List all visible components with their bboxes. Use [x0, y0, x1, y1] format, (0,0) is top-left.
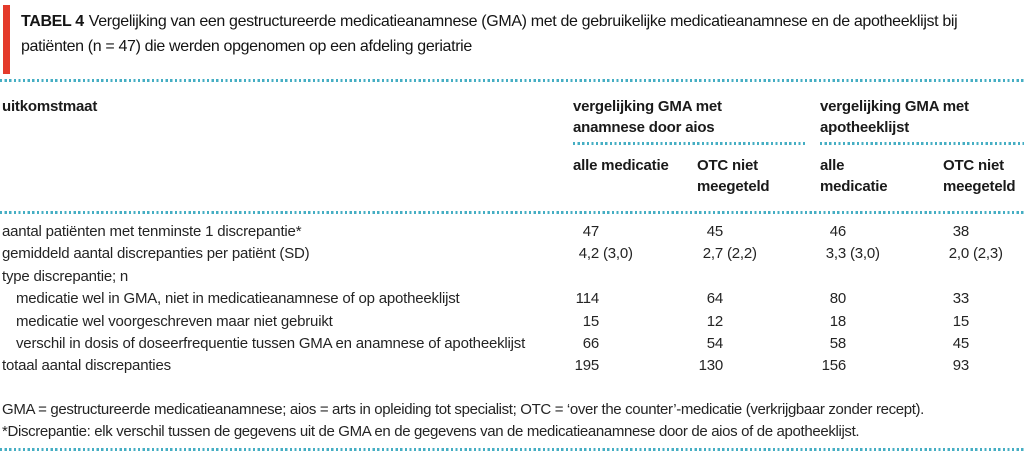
footnote-abbreviations: GMA = gestructureerde medicatieanamnese; aios = arts in opleiding tot specialist; OTC = ‘over the counter’-medicatie (verkrijgbaar zonder recept).	[2, 401, 925, 418]
value-cell	[697, 266, 820, 288]
value-number: 38	[952, 223, 969, 240]
dotted-divider-header	[0, 211, 1024, 214]
value-number: 47	[582, 223, 599, 240]
value-cell	[943, 333, 1024, 355]
value-number: 18	[829, 312, 846, 330]
value-cell	[697, 221, 820, 243]
dotted-divider-bottom	[0, 448, 1024, 451]
column-header-otc-niet-meegeteld-1	[697, 155, 769, 197]
value-cell	[820, 243, 943, 265]
row-label: totaal aantal discrepanties	[2, 357, 171, 375]
value-number: 64	[706, 290, 723, 308]
row-label: type discrepantie; n	[2, 267, 129, 285]
value-number: 4,2	[578, 245, 599, 263]
table-row	[0, 355, 1024, 377]
value-number: 46	[829, 223, 846, 240]
dotted-divider-group-2	[820, 142, 1024, 145]
row-label: medicatie wel voorgeschreven maar niet gebruikt	[16, 312, 333, 330]
table-row	[0, 266, 1024, 288]
footnotes	[2, 399, 1022, 443]
table-row	[0, 333, 1024, 355]
value-number: 130	[698, 357, 723, 375]
value-cell	[697, 311, 820, 333]
dotted-divider-top	[0, 79, 1024, 82]
column-header-otc-niet-meegeteld-2	[943, 155, 1015, 197]
value-cell	[943, 266, 1024, 288]
caption-text-line2: patiënten (n = 47) die werden opgenomen op een afdeling geriatrie	[21, 38, 472, 55]
value-cell	[573, 288, 697, 310]
value-number: 156	[821, 357, 846, 375]
group-2-line1: vergelijking GMA met	[820, 98, 969, 115]
value-cell	[573, 355, 697, 377]
value-number: 195	[574, 357, 599, 375]
value-cell	[697, 288, 820, 310]
value-cell	[943, 311, 1024, 333]
column-header-uitkomstmaat	[2, 96, 97, 117]
column-header-alle-medicatie-2	[820, 155, 887, 197]
value-number: 33	[952, 290, 969, 308]
table-body	[0, 221, 1024, 378]
value-cell	[573, 243, 697, 265]
col-2-line2: meegeteld	[697, 178, 770, 195]
value-number: 80	[829, 290, 846, 308]
value-cell	[943, 243, 1024, 265]
value-cell	[820, 221, 943, 243]
row-label: verschil in dosis of doseerfrequentie tussen GMA en anamnese of apotheeklijst	[16, 334, 526, 352]
col-1-line1: alle medicatie	[573, 157, 669, 174]
col-4-line2: meegeteld	[943, 178, 1016, 195]
group-2-line2: apotheeklijst	[820, 119, 910, 136]
value-number: 114	[575, 290, 599, 308]
row-label: aantal patiënten met tenminste 1 discrepantie*	[2, 223, 302, 240]
value-sd: (3,0)	[846, 245, 880, 263]
value-cell	[697, 333, 820, 355]
caption-text-line1: Vergelijking van een gestructureerde medicatieanamnese (GMA) met de gebruikelijke medicatieanamnese en de apotheeklijst bij	[88, 13, 958, 30]
value-cell	[573, 221, 697, 243]
value-cell	[820, 333, 943, 355]
table-caption	[21, 9, 1021, 59]
row-label: medicatie wel in GMA, niet in medicatieanamnese of op apotheeklijst	[16, 290, 460, 308]
group-1-line1: vergelijking GMA met	[573, 98, 722, 115]
table-row	[0, 221, 1024, 243]
table-row	[0, 243, 1024, 265]
col-3-line1: alle	[820, 157, 845, 174]
footnote-discrepantie: *Discrepantie: elk verschil tussen de gegevens uit de GMA en de gegevens van de medicatieanamnese door de aios of de apotheeklijst.	[2, 423, 860, 440]
column-header-alle-medicatie-1	[573, 155, 669, 176]
table-row	[0, 288, 1024, 310]
value-cell	[820, 266, 943, 288]
value-number: 45	[952, 334, 969, 352]
row-label: gemiddeld aantal discrepanties per patiënt (SD)	[2, 245, 310, 263]
value-cell	[943, 355, 1024, 377]
value-cell	[697, 355, 820, 377]
col-4-line1: OTC niet	[943, 157, 1004, 174]
group-header-apotheeklijst	[820, 96, 969, 138]
value-number: 45	[706, 223, 723, 240]
group-header-anamnese-aios	[573, 96, 722, 138]
value-number: 93	[952, 357, 969, 375]
col-2-line1: OTC niet	[697, 157, 758, 174]
value-cell	[697, 243, 820, 265]
value-cell	[820, 355, 943, 377]
group-1-line2: anamnese door aios	[573, 119, 715, 136]
value-cell	[943, 221, 1024, 243]
value-cell	[943, 288, 1024, 310]
red-accent-bar	[3, 5, 10, 74]
value-number: 66	[582, 334, 599, 352]
value-number: 12	[706, 312, 723, 330]
value-number: 58	[829, 334, 846, 352]
row-header-label: uitkomstmaat	[2, 98, 98, 115]
value-sd: (2,2)	[723, 245, 757, 263]
value-number: 2,0	[948, 245, 969, 263]
value-cell	[573, 333, 697, 355]
value-cell	[573, 311, 697, 333]
value-number: 15	[952, 312, 969, 330]
value-cell	[573, 266, 697, 288]
col-3-line2: medicatie	[820, 178, 888, 195]
value-number: 15	[582, 312, 599, 330]
table-row	[0, 311, 1024, 333]
value-number: 2,7	[702, 245, 723, 263]
value-cell	[820, 311, 943, 333]
value-sd: (2,3)	[969, 245, 1003, 263]
dotted-divider-group-1	[573, 142, 807, 145]
value-cell	[820, 288, 943, 310]
value-number: 3,3	[825, 245, 846, 263]
value-number: 54	[706, 334, 723, 352]
value-sd: (3,0)	[599, 245, 633, 263]
table-number-label: TABEL 4	[21, 13, 84, 30]
